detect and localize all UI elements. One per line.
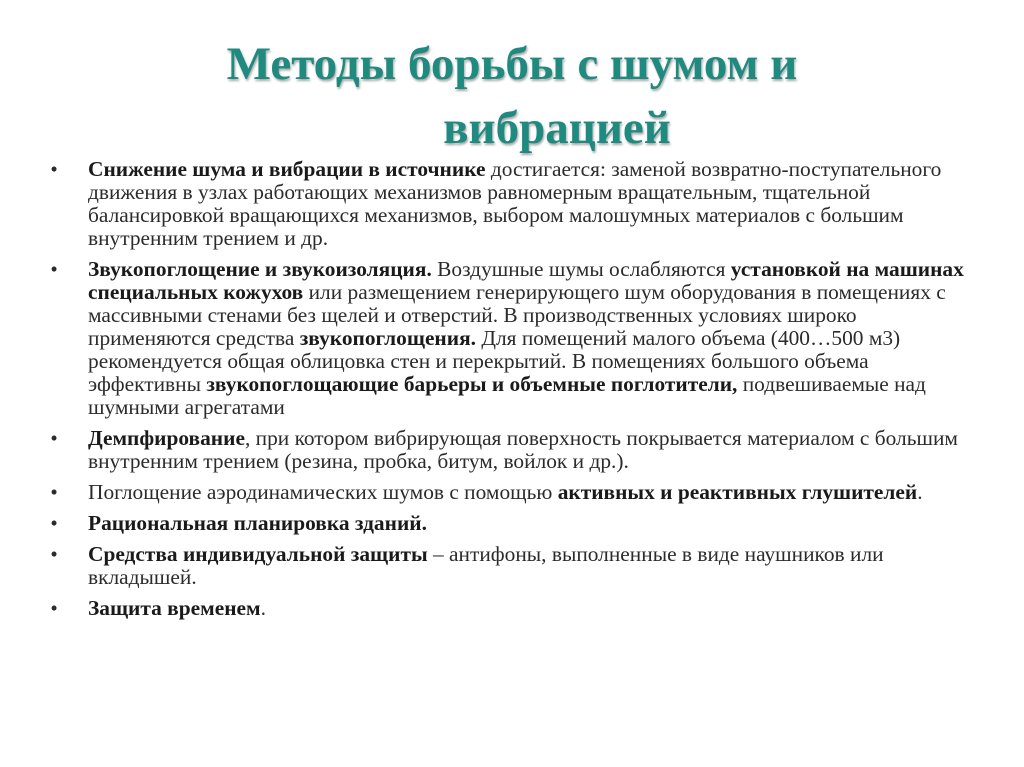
item-bold: Снижение шума и вибрации в источнике	[88, 157, 486, 181]
list-item-source-reduction	[44, 158, 964, 250]
item-text: – антифоны, выполненные в виде наушников или вкладышей.	[88, 542, 884, 589]
bullet-icon: •	[50, 480, 58, 504]
item-text: .	[917, 480, 923, 504]
list-item-damping	[44, 427, 964, 473]
item-bold: Защита временем	[88, 596, 261, 620]
item-bold: Рациональная планировка зданий.	[88, 511, 427, 535]
item-text: Воздушные шумы ослабляются	[431, 257, 731, 281]
bullet-icon: •	[50, 596, 58, 620]
title-line-2: вибрацией	[443, 102, 671, 154]
item-bold: Демпфирование	[88, 426, 245, 450]
item-bold: звукопоглощения.	[299, 326, 477, 350]
item-text: Поглощение аэродинамических шумов с помощью	[88, 480, 558, 504]
list-item-time-protection	[44, 597, 964, 620]
title-line-1: Методы борьбы с шумом и	[226, 38, 798, 90]
item-text: достигается: заменой возвратно-поступательного движения в узлах работающих механизмов равномерным вращательным, тщательной балансировкой вращающихся механизмов, выбором малошумных материалов с большим внутренним трением и др.	[88, 157, 942, 250]
item-bold: установкой на машинах специальных кожухов	[88, 257, 964, 304]
item-bold: активных и реактивных глушителей	[557, 480, 918, 504]
item-text: или размещением генерирующего шум оборудования в помещениях с массивными стенами без щелей и отверстий. В производственных условиях широко применяются средства	[88, 280, 946, 350]
bullet-icon: •	[50, 542, 58, 566]
list-item-sound-absorption	[44, 258, 964, 419]
bullet-icon: •	[50, 157, 58, 181]
item-text: Для помещений малого объема (400…500 м3) рекомендуется общая облицовка стен и перекрытий. В помещениях большого объема эффективны	[88, 326, 901, 396]
item-text: .	[260, 596, 266, 620]
list-item-planning	[44, 512, 964, 535]
slide-title	[0, 32, 1024, 160]
item-text: подвешиваемые над шумными агрегатами	[88, 372, 926, 419]
item-bold: звукопоглощающие барьеры и объемные поглотители,	[206, 372, 738, 396]
bullet-icon: •	[50, 426, 58, 450]
item-bold: Звукопоглощение и звукоизоляция.	[88, 257, 432, 281]
bullet-icon: •	[50, 511, 58, 535]
list-item-personal-protection	[44, 543, 964, 589]
item-text: , при котором вибрирующая поверхность покрывается материалом с большим внутренним трением (резина, пробка, битум, войлок и др.).	[88, 426, 958, 473]
item-bold: Средства индивидуальной защиты	[88, 542, 428, 566]
methods-list	[44, 158, 964, 628]
list-item-aerodynamic-noise	[44, 481, 964, 504]
bullet-icon: •	[50, 257, 58, 281]
